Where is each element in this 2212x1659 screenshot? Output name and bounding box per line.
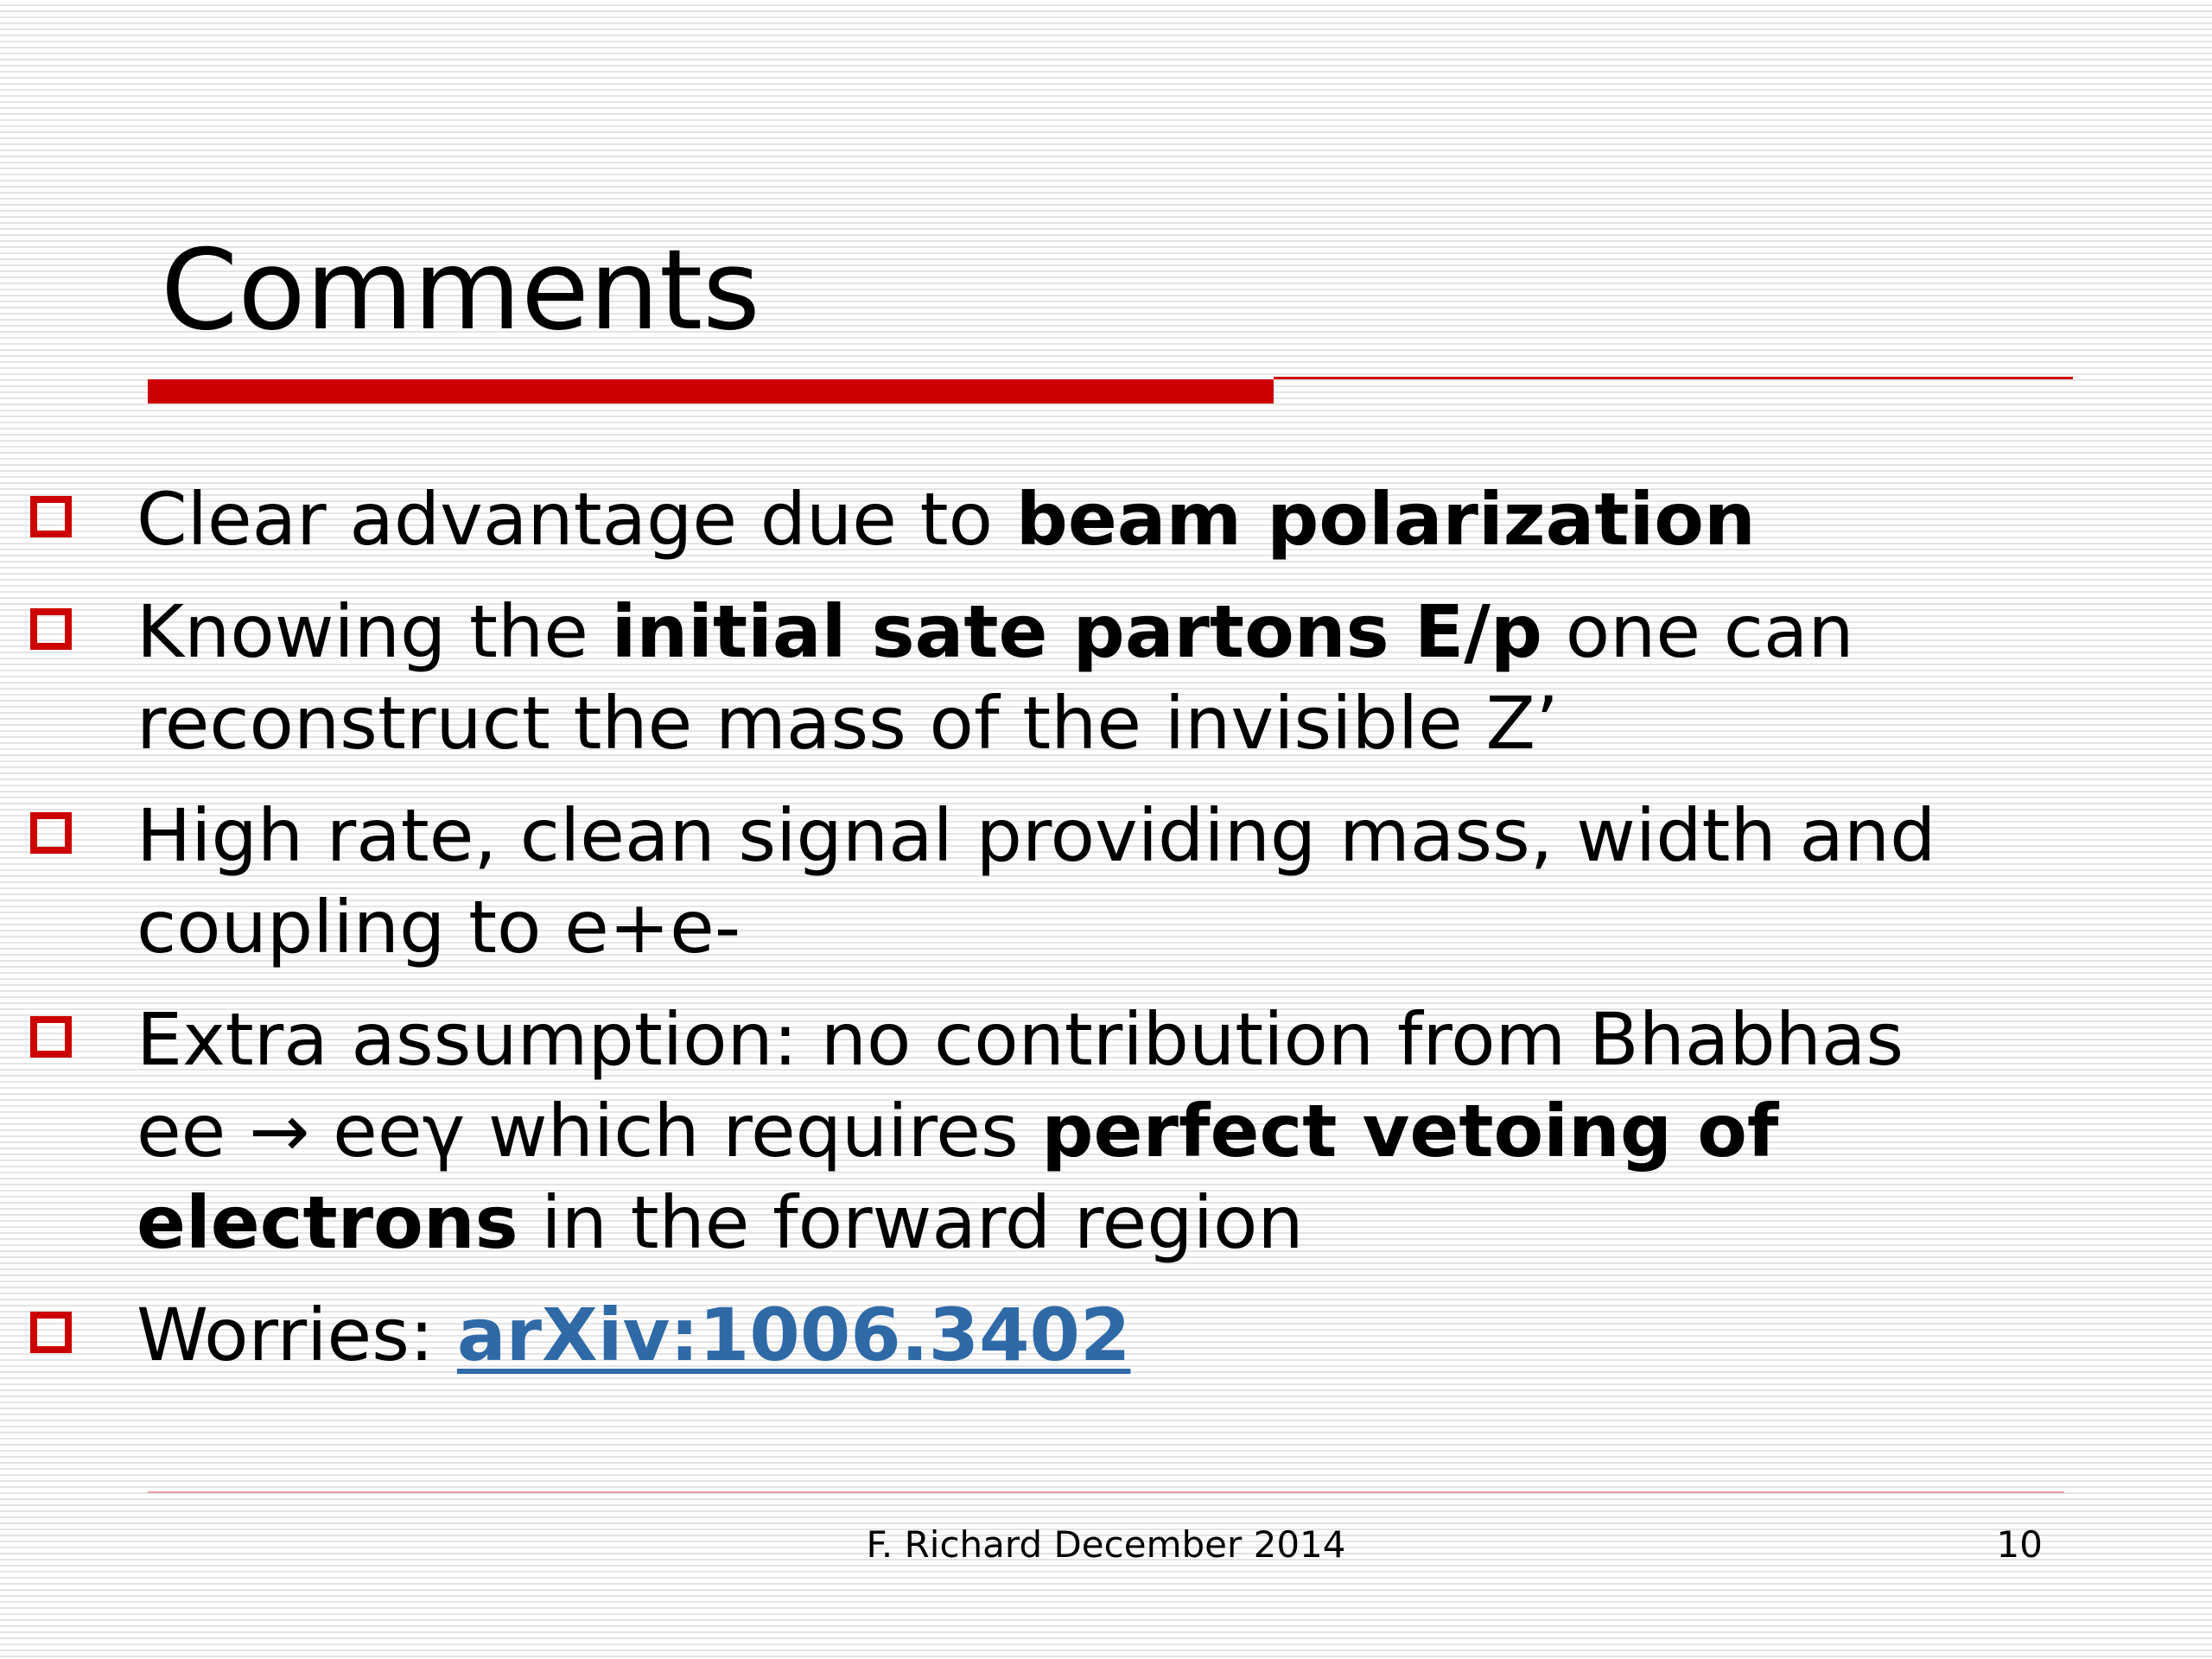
bullet-text: Worries:: [137, 1293, 457, 1377]
bullet-line: High rate, clean signal providing mass, width and: [137, 793, 1936, 878]
bullet-list: [0, 474, 2212, 1381]
bullet-line: [137, 1177, 2160, 1268]
bullet-bold-text: initial sate partons E/p: [611, 589, 1543, 674]
hollow-square-icon: [30, 1312, 72, 1353]
bullet-item: [0, 1289, 2212, 1381]
bullet-bold-text: electrons: [137, 1180, 518, 1265]
bullet-text: ee → eeγ which requires: [137, 1089, 1042, 1173]
bullet-item: [0, 994, 2212, 1268]
bullet-line: [137, 474, 2160, 565]
bullet-bold-text: perfect vetoing of: [1041, 1089, 1779, 1173]
bullet-line: [137, 586, 2160, 677]
bullet-line: [137, 1289, 2160, 1381]
bullet-text: one can: [1542, 589, 1854, 674]
footer-author-date: F. Richard December 2014: [866, 1523, 1346, 1566]
hollow-square-icon: [30, 1016, 72, 1058]
bullet-item: [0, 586, 2212, 769]
bullet-line: coupling to e+e-: [137, 885, 741, 969]
hollow-square-icon: [30, 608, 72, 650]
bullet-item: [0, 790, 2212, 973]
hollow-square-icon: [30, 496, 72, 537]
bullet-line: Extra assumption: no contribution from Bhabhas: [137, 997, 1904, 1082]
bullet-text: in the forward region: [518, 1180, 1304, 1265]
bullet-line: reconstruct the mass of the invisible Z’: [137, 681, 1559, 766]
bullet-text: Clear advantage due to: [137, 477, 1016, 562]
arxiv-link[interactable]: arXiv:1006.3402: [456, 1293, 1131, 1377]
title-underline-thin: [1274, 377, 2073, 379]
bullet-line: [137, 1085, 2160, 1177]
footer-divider: [148, 1491, 2064, 1493]
bullet-item: [0, 474, 2212, 565]
hollow-square-icon: [30, 812, 72, 854]
page-number: 10: [1996, 1523, 2043, 1566]
slide-title: Comments: [161, 226, 760, 355]
title-underline-thick: [148, 379, 1274, 404]
bullet-text: Knowing the: [137, 589, 612, 674]
bullet-bold-text: beam polarization: [1015, 477, 1756, 562]
